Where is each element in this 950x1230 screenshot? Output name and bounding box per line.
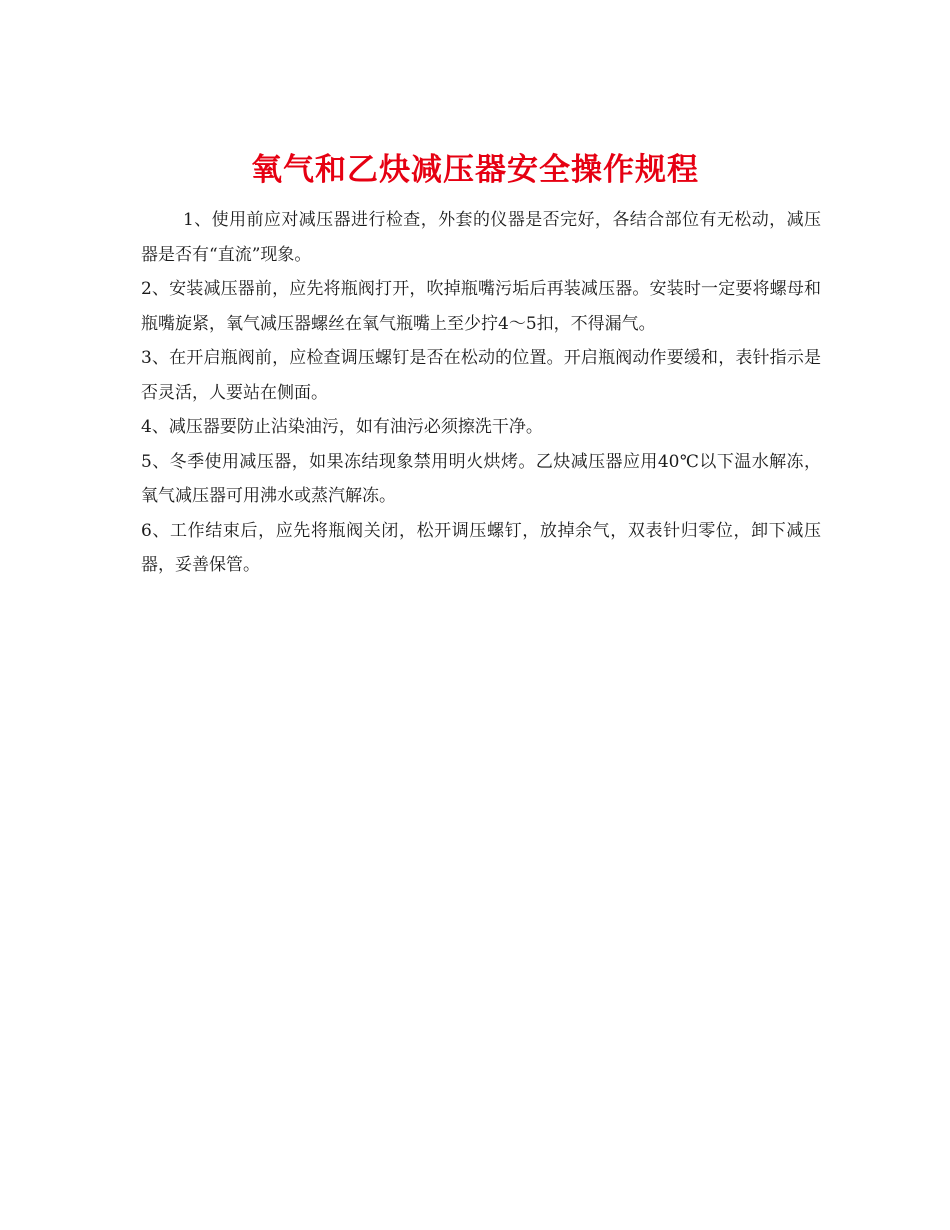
- paragraph-2: 2、安装减压器前，应先将瓶阀打开，吹掉瓶嘴污垢后再装减压器。安装时一定要将螺母和瓶嘴旋紧，氧气减压器螺丝在氧气瓶嘴上至少拧4～5扣，不得漏气。: [141, 279, 821, 334]
- paragraph-4: 4、减压器要防止沾染油污，如有油污必须擦洗干净。: [141, 417, 543, 437]
- paragraph-6: 6、工作结束后，应先将瓶阀关闭，松开调压螺钉，放掉余气，双表针归零位，卸下减压器，妥善保管。: [141, 520, 821, 575]
- paragraph-1: 1、使用前应对减压器进行检查，外套的仪器是否完好，各结合部位有无松动，减压器是否有“直流”现象。: [141, 210, 821, 265]
- document-body: [141, 203, 821, 583]
- paragraph-5: 5、冬季使用减压器，如果冻结现象禁用明火烘烤。乙炔减压器应用40℃以下温水解冻，氧气减压器可用沸水或蒸汽解冻。: [141, 451, 821, 506]
- paragraph-3: 3、在开启瓶阀前，应检查调压螺钉是否在松动的位置。开启瓶阀动作要缓和，表针指示是否灵活，人要站在侧面。: [141, 348, 821, 403]
- page-title: 氧气和乙炔减压器安全操作规程: [251, 151, 699, 188]
